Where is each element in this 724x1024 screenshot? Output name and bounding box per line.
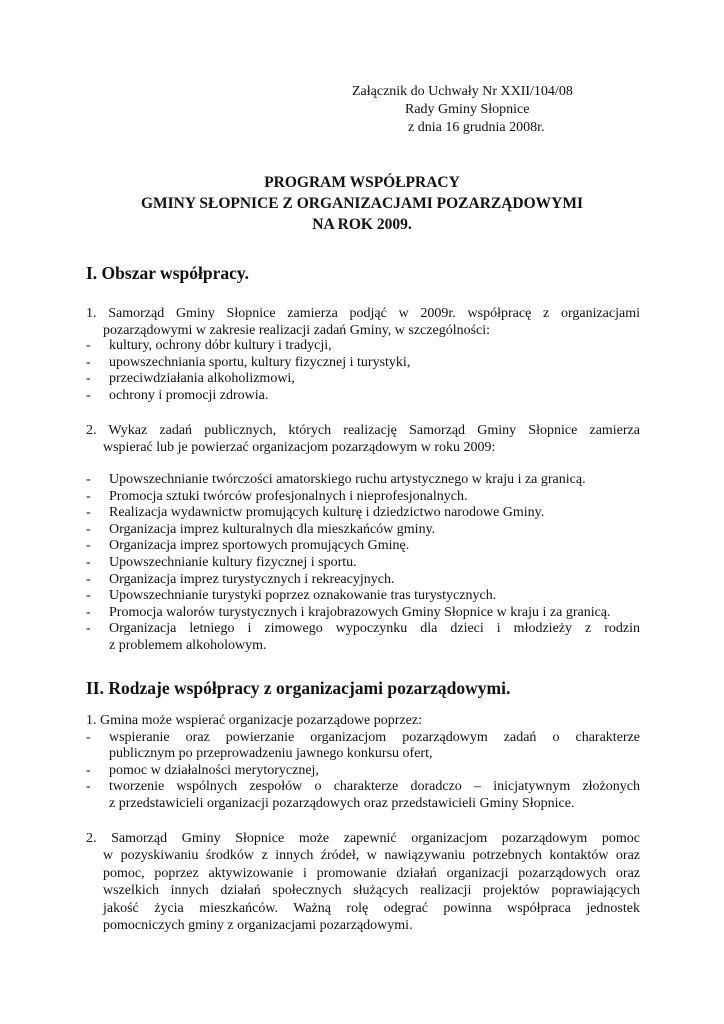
annex-line: Rady Gminy Słopnice [405, 102, 530, 117]
bullet-dash: - [86, 588, 91, 604]
list-item-text: przeciwdziałania alkoholizmowi, [109, 371, 295, 387]
paragraph-line: pomoc, poprzez aktywizowanie i promowanie działań organizacji pozarządowych oraz [103, 865, 640, 881]
paragraph-line: wspierać lub je powierzać organizacjom pozarządowym w roku 2009: [103, 440, 496, 455]
list-item [86, 779, 640, 812]
paragraph-line: pozarządowymi w zakresie realizacji zadań Gminy, w szczególności: [103, 323, 491, 338]
paragraph-line: wszelkich innych działań społecznych służących realizacji projektów poprawiających [103, 883, 640, 899]
list-item [86, 572, 640, 589]
paragraph-1-2 [86, 422, 640, 456]
list-item-text: kultury, ochrony dóbr kultury i tradycji, [109, 338, 332, 353]
paragraph-line: w pozyskiwaniu środków z innych źródeł, w nawiązywaniu potrzebnych kontaktów oraz [103, 848, 640, 864]
list-item [86, 522, 640, 539]
list-item [86, 763, 640, 780]
bullet-dash: - [86, 554, 91, 570]
list-item-text: wspieranie oraz powierzanie organizacjom pozarządowym zadań o charakterze [109, 729, 640, 745]
annex-reference [352, 83, 573, 137]
bullet-dash: - [86, 604, 91, 620]
paragraph-2-1: 1. Gmina może wspierać organizacje pozarządowe poprzez: [86, 713, 422, 728]
list-item [86, 388, 640, 405]
paragraph-line: 2. Wykaz zadań publicznych, których realizację Samorząd Gminy Słopnice zamierza [86, 423, 640, 438]
list-item-text: ochrony i promocji zdrowia. [109, 387, 269, 403]
list-item [86, 730, 640, 763]
list-item-text: Promocja walorów turystycznych i krajobrazowych Gminy Słopnice w kraju i za granicą. [109, 604, 611, 620]
bullet-dash: - [86, 371, 91, 387]
list-item-text: Promocja sztuki twórców profesjonalnych i nieprofesjonalnych. [109, 488, 468, 504]
list-item [86, 621, 640, 654]
bullet-dash: - [86, 472, 91, 487]
list-item [86, 355, 640, 372]
list-item [86, 338, 640, 355]
bullet-dash: - [86, 354, 91, 370]
forms-list [86, 713, 640, 813]
annex-line: Załącznik do Uchwały Nr XXII/104/08 [352, 84, 573, 99]
list-item-text: tworzenie wspólnych zespołów o charakterze doradczo – inicjatywnym złożonych [109, 779, 640, 795]
paragraph-line: 1. Samorząd Gminy Słopnice zamierza podjąć w 2009r. współpracę z organizacjami [86, 306, 640, 321]
document-title [0, 172, 724, 235]
bullet-dash: - [86, 729, 91, 745]
bullet-dash: - [86, 571, 91, 587]
list-item-text: Organizacja imprez sportowych promujących Gminę. [109, 538, 410, 554]
list-item-text: Upowszechnianie twórczości amatorskiego ruchu artystycznego w kraju i za granicą. [109, 472, 586, 487]
list-item [86, 605, 640, 622]
bullet-dash: - [86, 538, 91, 554]
bullet-dash: - [86, 779, 91, 795]
section-heading-2: II. Rodzaje współpracy z organizacjami pozarządowymi. [86, 678, 511, 698]
title-line: PROGRAM WSPÓŁPRACY [264, 174, 460, 191]
section-heading-1: I. Obszar współpracy. [86, 263, 250, 283]
list-item-text: publicznym po przeprowadzeniu jawnego konkursu ofert, [109, 746, 433, 762]
tasks-list [86, 472, 640, 655]
list-item [86, 538, 640, 555]
paragraph-line: 2. Samorząd Gminy Słopnice może zapewnić organizacjom pozarządowym pomoc [86, 831, 640, 846]
list-item-text: Organizacja imprez turystycznych i rekreacyjnych. [109, 571, 395, 587]
list-item [86, 472, 640, 489]
title-line: NA ROK 2009. [312, 216, 412, 233]
bullet-dash: - [86, 488, 91, 504]
annex-line: z dnia 16 grudnia 2008r. [408, 120, 545, 135]
list-item [86, 489, 640, 506]
bullet-dash: - [86, 505, 91, 521]
list-item [86, 371, 640, 388]
list-item-text: Organizacja imprez kulturalnych dla mieszkańców gminy. [109, 521, 436, 537]
bullet-dash: - [86, 621, 91, 637]
list-item-text: upowszechniania sportu, kultury fizycznej i turystyki, [109, 354, 411, 370]
list-item-text: pomoc w działalności merytorycznej, [109, 762, 319, 778]
list-item [86, 555, 640, 572]
list-item-text: Realizacja wydawnictw promujących kulturę i dziedzictwo narodowe Gminy. [109, 505, 545, 521]
title-line: GMINY SŁOPNICE Z ORGANIZACJAMI POZARZĄDOWYMI [140, 195, 584, 212]
paragraph-2-2 [86, 830, 640, 934]
bullet-dash: - [86, 387, 91, 403]
areas-list [86, 338, 640, 404]
paragraph-line: jakość życia mieszkańców. Ważną rolę odegrać powinna współpraca jednostek [103, 900, 640, 916]
list-item-text: Upowszechnianie kultury fizycznej i sportu. [109, 554, 357, 570]
paragraph-line: pomocniczych gminy z organizacjami pozarządowymi. [103, 918, 413, 934]
list-item-text: Organizacja letniego i zimowego wypoczynku dla dzieci i młodzieży z rodzin [109, 621, 640, 637]
list-item-text: z przedstawicieli organizacji pozarządowych oraz przedstawicieli Gminy Słopnice. [109, 795, 575, 811]
bullet-dash: - [86, 762, 91, 778]
list-item [86, 588, 640, 605]
paragraph-1-1 [86, 305, 640, 339]
list-item [86, 505, 640, 522]
bullet-dash: - [86, 521, 91, 537]
list-item-text: z problemem alkoholowym. [109, 637, 267, 653]
bullet-dash: - [86, 338, 91, 353]
list-item-text: Upowszechnianie turystyki poprzez oznakowanie tras turystycznych. [109, 588, 497, 604]
